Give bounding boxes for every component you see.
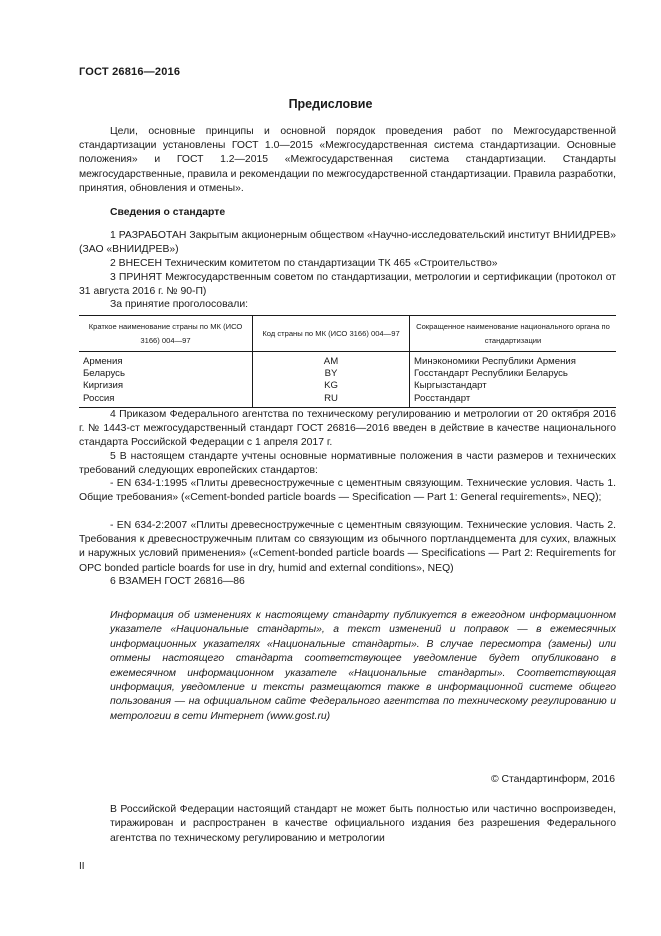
item-6-paragraph: 6 ВЗАМЕН ГОСТ 26816—86 xyxy=(110,576,245,587)
code-cell: AM xyxy=(253,352,410,369)
body-cell: Кыргызстандарт xyxy=(410,380,617,392)
copyright-line: © Стандартинформ, 2016 xyxy=(490,774,615,785)
item-5-paragraph: 5 В настоящем стандарте учтены основные нормативные положения в части размеров и технических требований следующих европейских стандартов: xyxy=(79,451,616,477)
standard-info-item-1: 1 РАЗРАБОТАН Закрытым акционерным обществом «Научно-исследовательский институт ВНИИДРЕВ» (ЗАО «ВНИИДРЕВ») xyxy=(79,230,616,256)
voted-label: За принятие проголосовали: xyxy=(110,299,249,310)
item-4-paragraph: 4 Приказом Федерального агентства по техническому регулированию и метрологии от 20 октября 2016 г. № 1443-ст межгосударственный стандарт ГОСТ 26816—2016 введен в действие в качестве национального стандарта Российской Федерации с 1 апреля 2017 г. xyxy=(79,409,616,449)
section-heading-standard-info: Сведения о стандарте xyxy=(110,207,226,218)
table-header-row xyxy=(79,316,616,352)
reproduction-notice: В Российской Федерации настоящий стандарт не может быть полностью или частично воспроизведен, тиражирован и распространен в качестве официального издания без разрешения Федерального агентства по техническому регулированию и метрологии xyxy=(110,804,616,844)
table-row xyxy=(79,380,616,392)
table-header-body: Сокращенное наименование национального органа по стандартизации xyxy=(410,316,617,352)
table-row xyxy=(79,393,616,408)
document-header: ГОСТ 26816—2016 xyxy=(79,66,181,78)
country-cell: Россия xyxy=(79,393,253,408)
country-cell: Армения xyxy=(83,356,123,367)
body-cell: Госстандарт Республики Беларусь xyxy=(410,368,617,380)
page-title: Предисловие xyxy=(288,97,373,111)
code-cell: BY xyxy=(253,368,410,380)
approval-table xyxy=(79,315,616,408)
table-row xyxy=(79,368,616,380)
table-header-country: Краткое наименование страны по МК (ИСО 3166) 004—97 xyxy=(79,316,253,352)
standard-info-item-2: 2 ВНЕСЕН Техническим комитетом по стандартизации ТК 465 «Строительство» xyxy=(110,258,498,269)
country-cell: Киргизия xyxy=(83,380,124,392)
code-cell: KG xyxy=(253,380,410,392)
country-cell: Беларусь xyxy=(83,368,125,380)
amendments-info-block: Информация об изменениях к настоящему стандарту публикуется в ежегодном информационном указателе «Национальные стандарты», а текст изменений и поправок — в ежемесячных информационных указателях «Национальные стандарты». В случае пересмотра (замены) или отмены настоящего стандарта соответствующее уведомление будет опубликовано в ежемесячном информационном указателе «Национальные стандарты». Соответствующая информация, уведомление и тексты размещаются также в информационной системе общего пользования — на официальном сайте Федерального агентства по техническому регулированию и метрологии в сети Интернет (www.gost.ru) xyxy=(110,610,616,722)
body-cell: Минэкономики Республики Армения xyxy=(410,352,617,369)
standard-info-item-3: 3 ПРИНЯТ Межгосударственным советом по стандартизации, метрологии и сертификации (протокол от 31 августа 2016 г. № 90-П) xyxy=(79,272,616,298)
en-634-1-paragraph: - EN 634-1:1995 «Плиты древесностружечные с цементным связующим. Технические условия. Часть 1. Общие требования» («Cement-bonded particle boards — Specification — Part 1: General requirements», NEQ); xyxy=(79,478,616,504)
intro-paragraph: Цели, основные принципы и основной порядок проведения работ по Межгосударственной стандартизации установлены ГОСТ 1.0—2015 «Межгосударственная система стандартизации. Основные положения» и ГОСТ 1.2—2015 «Межгосударственная система стандартизации. Стандарты межгосударственные, правила и рекомендации по межгосударственной стандартизации. Правила разработки, принятия, обновления и отмены». xyxy=(79,126,616,194)
code-cell: RU xyxy=(253,393,410,408)
body-cell: Росстандарт xyxy=(410,393,617,408)
en-634-2-paragraph: - EN 634-2:2007 «Плиты древесностружечные с цементным связующим. Технические условия. Часть 2. Требования к древесностружечным плитам со связующим из обычного портландцемента для сухих, влажных и наружных условий применения» («Cement-bonded particle boards — Specifications — Part 2: Requirements for OPC bonded particle boards for use in dry, humid and external conditions», NEQ) xyxy=(79,520,616,574)
table-header-code: Код страны по МК (ИСО 3166) 004—97 xyxy=(253,316,410,352)
page-number: II xyxy=(79,861,85,872)
table-row xyxy=(79,352,616,369)
